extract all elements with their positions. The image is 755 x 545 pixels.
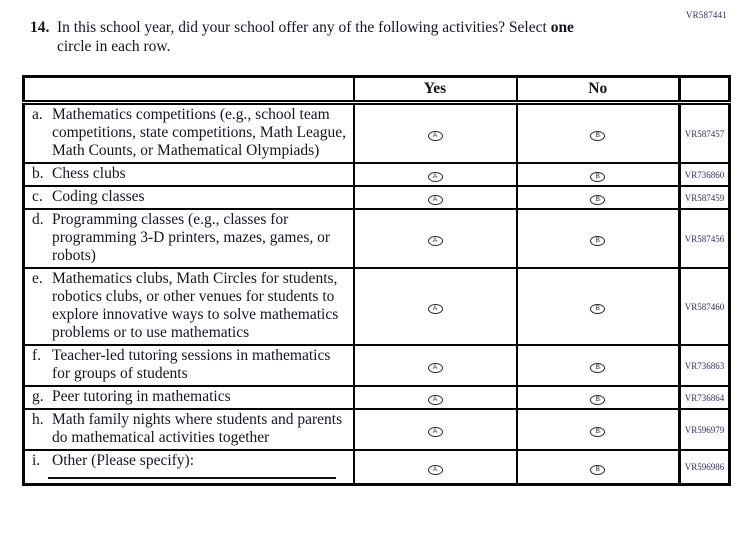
row-vr-code: VR596986 [680,450,730,485]
question-line2: circle in each row. [57,38,171,55]
table-row-d [24,209,730,268]
activity-cell [24,163,354,186]
yes-bubble[interactable]: A [428,427,443,437]
no-bubble[interactable]: B [590,236,605,246]
yes-bubble[interactable]: A [428,465,443,475]
yes-bubble[interactable]: A [428,395,443,405]
activity-cell [24,345,354,386]
activity-text: Teacher-led tutoring sessions in mathematics for groups of students [52,347,331,382]
activity-line [32,270,349,342]
header-no: No [517,77,680,103]
row-vr-code: VR587459 [680,186,730,209]
row-vr-code: VR736863 [680,345,730,386]
table-row-b [24,163,730,186]
yes-bubble[interactable]: A [428,236,443,246]
row-vr-code: VR587460 [680,268,730,345]
yes-cell [354,163,517,186]
no-cell [517,345,680,386]
no-bubble[interactable]: B [590,304,605,314]
activity-cell [24,386,354,409]
question-bold-word: one [550,19,574,36]
question-number: 14. [30,19,50,36]
page-vr-code: VR587441 [685,10,727,20]
activity-text: Coding classes [52,188,145,205]
no-cell [517,186,680,209]
no-bubble[interactable]: B [590,195,605,205]
activity-line [32,211,349,265]
header-code-blank [680,77,730,103]
no-bubble[interactable]: B [590,395,605,405]
row-vr-code: VR587456 [680,209,730,268]
no-cell [517,103,680,164]
no-cell [517,268,680,345]
question-text [57,18,574,56]
no-bubble[interactable]: B [590,465,605,475]
activity-line [32,411,349,447]
no-cell [517,386,680,409]
header-row [24,77,730,103]
activity-line [32,347,349,383]
row-vr-code: VR736860 [680,163,730,186]
row-label: a. [32,106,43,123]
no-bubble[interactable]: B [590,427,605,437]
yes-cell [354,409,517,450]
row-vr-code: VR587457 [680,103,730,164]
row-label: g. [32,388,44,405]
activities-tbody [24,103,730,485]
activity-text: Mathematics clubs, Math Circles for students, robotics clubs, or other venues for students to explore innovative ways to solve mathematics problems or to use mathematics [52,270,339,341]
question-line1: In this school year, did your school offer any of the following activities? Select one [57,19,574,36]
yes-cell [354,345,517,386]
row-label: e. [32,270,43,287]
yes-bubble[interactable]: A [428,363,443,373]
activity-line [32,165,349,183]
no-bubble[interactable]: B [590,131,605,141]
activity-cell [24,103,354,164]
activity-text: Mathematics competitions (e.g., school team competitions, state competitions, Math League, Math Counts, or Mathematical Olympiads) [52,106,347,159]
no-cell [517,163,680,186]
table-row-c [24,186,730,209]
row-vr-code: VR736864 [680,386,730,409]
activity-text: Peer tutoring in mathematics [52,388,231,405]
table-row-i [24,450,730,485]
table-row-h [24,409,730,450]
activity-cell [24,450,354,485]
row-label: h. [32,411,44,428]
no-cell [517,409,680,450]
activity-text: Chess clubs [52,165,126,182]
yes-cell [354,209,517,268]
activity-text: Programming classes (e.g., classes for programming 3-D printers, mazes, games, or robots) [52,211,331,264]
row-label: f. [32,347,42,364]
yes-bubble[interactable]: A [428,195,443,205]
activity-cell [24,209,354,268]
header-yes: Yes [354,77,517,103]
header-activity-blank [24,77,354,103]
row-label: b. [32,165,44,182]
question-block [30,18,670,56]
activity-line [32,452,349,470]
activity-text: Math family nights where students and parents do mathematical activities together [52,411,343,446]
yes-cell [354,386,517,409]
no-bubble[interactable]: B [590,172,605,182]
row-label: c. [32,188,43,205]
no-cell [517,209,680,268]
activity-text: Other (Please specify): [52,452,195,469]
table-row-g [24,386,730,409]
yes-cell [354,450,517,485]
row-label: i. [32,452,41,469]
activity-cell [24,186,354,209]
activity-cell [24,268,354,345]
write-in-line[interactable] [48,477,336,479]
table-row-e [24,268,730,345]
yes-cell [354,186,517,209]
activity-cell [24,409,354,450]
activity-line [32,388,349,406]
table-row-a [24,103,730,164]
no-cell [517,450,680,485]
activities-table [22,75,731,486]
table-row-f [24,345,730,386]
no-bubble[interactable]: B [590,363,605,373]
yes-cell [354,268,517,345]
yes-bubble[interactable]: A [428,131,443,141]
yes-cell [354,103,517,164]
row-label: d. [32,211,44,228]
yes-bubble[interactable]: A [428,172,443,182]
row-vr-code: VR596979 [680,409,730,450]
activity-line [32,188,349,206]
yes-bubble[interactable]: A [428,304,443,314]
activity-line [32,106,349,160]
